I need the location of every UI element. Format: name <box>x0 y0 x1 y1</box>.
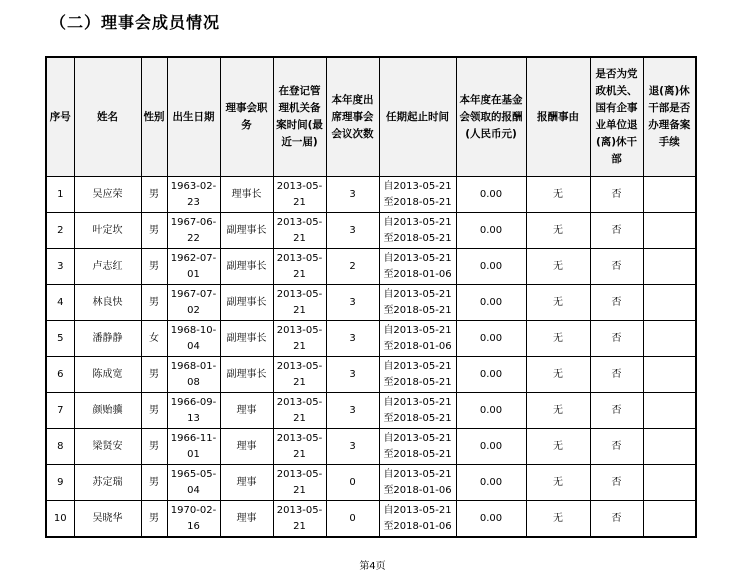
term-end: 至2018-05-21 <box>383 448 452 460</box>
term-period <box>379 357 456 393</box>
remuneration-reason: 无 <box>526 393 590 429</box>
header-pay-reason: 报酬事由 <box>526 57 590 177</box>
remuneration: 0.00 <box>456 177 526 213</box>
table-row <box>46 501 696 538</box>
remuneration-reason: 无 <box>526 249 590 285</box>
header-term: 任期起止时间 <box>379 57 456 177</box>
member-name: 林良快 <box>74 285 141 321</box>
term-start: 自2013-05-21 <box>383 288 452 300</box>
header-no: 序号 <box>46 57 74 177</box>
member-name: 卢志红 <box>74 249 141 285</box>
page-number: 第4页 <box>359 561 386 572</box>
member-gender: 男 <box>141 249 167 285</box>
registration-time: 2013-05-21 <box>273 321 326 357</box>
birth-date: 1968-10-04 <box>167 321 220 357</box>
birth-date: 1968-01-08 <box>167 357 220 393</box>
retired-cadre-flag: 否 <box>590 285 643 321</box>
member-gender: 男 <box>141 285 167 321</box>
retired-cadre-flag: 否 <box>590 393 643 429</box>
term-end: 至2018-01-06 <box>383 340 452 352</box>
term-start: 自2013-05-21 <box>383 324 452 336</box>
remuneration: 0.00 <box>456 249 526 285</box>
row-no: 6 <box>46 357 74 393</box>
header-attendance: 本年度出席理事会会议次数 <box>326 57 379 177</box>
filing-status <box>643 177 696 213</box>
table-row <box>46 285 696 321</box>
table-row <box>46 357 696 393</box>
remuneration: 0.00 <box>456 357 526 393</box>
registration-time: 2013-05-21 <box>273 357 326 393</box>
term-start: 自2013-05-21 <box>383 432 452 444</box>
term-end: 至2018-05-21 <box>383 196 452 208</box>
term-period <box>379 213 456 249</box>
attendance-count: 3 <box>326 285 379 321</box>
header-pay: 本年度在基金会领取的报酬(人民币元) <box>456 57 526 177</box>
row-no: 9 <box>46 465 74 501</box>
filing-status <box>643 285 696 321</box>
header-reg-time: 在登记管理机关备案时间(最近一届) <box>273 57 326 177</box>
term-end: 至2018-05-21 <box>383 376 452 388</box>
remuneration: 0.00 <box>456 321 526 357</box>
board-position: 理事长 <box>220 177 273 213</box>
registration-time: 2013-05-21 <box>273 501 326 538</box>
board-position: 副理事长 <box>220 213 273 249</box>
row-no: 1 <box>46 177 74 213</box>
board-position: 理事 <box>220 501 273 538</box>
board-members-table <box>45 56 697 538</box>
table-row <box>46 393 696 429</box>
term-start: 自2013-05-21 <box>383 360 452 372</box>
term-period <box>379 393 456 429</box>
remuneration: 0.00 <box>456 465 526 501</box>
birth-date: 1963-02-23 <box>167 177 220 213</box>
remuneration: 0.00 <box>456 213 526 249</box>
retired-cadre-flag: 否 <box>590 213 643 249</box>
remuneration: 0.00 <box>456 393 526 429</box>
registration-time: 2013-05-21 <box>273 393 326 429</box>
section-title: （二）理事会成员情况 <box>50 13 221 32</box>
row-no: 10 <box>46 501 74 538</box>
member-gender: 男 <box>141 465 167 501</box>
filing-status <box>643 429 696 465</box>
board-position: 副理事长 <box>220 285 273 321</box>
filing-status <box>643 213 696 249</box>
term-end: 至2018-05-21 <box>383 412 452 424</box>
filing-status <box>643 357 696 393</box>
table-row <box>46 429 696 465</box>
board-position: 理事 <box>220 429 273 465</box>
board-position: 副理事长 <box>220 249 273 285</box>
registration-time: 2013-05-21 <box>273 285 326 321</box>
table-row <box>46 465 696 501</box>
member-name: 吴晓华 <box>74 501 141 538</box>
term-period <box>379 429 456 465</box>
term-period <box>379 249 456 285</box>
attendance-count: 3 <box>326 213 379 249</box>
remuneration-reason: 无 <box>526 357 590 393</box>
retired-cadre-flag: 否 <box>590 429 643 465</box>
term-end: 至2018-01-06 <box>383 520 452 532</box>
term-period <box>379 285 456 321</box>
member-gender: 女 <box>141 321 167 357</box>
term-end: 至2018-01-06 <box>383 268 452 280</box>
header-birth: 出生日期 <box>167 57 220 177</box>
attendance-count: 3 <box>326 357 379 393</box>
header-row <box>46 57 696 177</box>
table-row <box>46 177 696 213</box>
filing-status <box>643 249 696 285</box>
term-start: 自2013-05-21 <box>383 216 452 228</box>
member-gender: 男 <box>141 357 167 393</box>
remuneration-reason: 无 <box>526 321 590 357</box>
member-gender: 男 <box>141 501 167 538</box>
remuneration: 0.00 <box>456 285 526 321</box>
birth-date: 1965-05-04 <box>167 465 220 501</box>
remuneration-reason: 无 <box>526 501 590 538</box>
term-start: 自2013-05-21 <box>383 468 452 480</box>
term-end: 至2018-05-21 <box>383 232 452 244</box>
attendance-count: 3 <box>326 177 379 213</box>
attendance-count: 0 <box>326 501 379 538</box>
board-position: 理事 <box>220 465 273 501</box>
remuneration-reason: 无 <box>526 465 590 501</box>
attendance-count: 3 <box>326 321 379 357</box>
row-no: 4 <box>46 285 74 321</box>
retired-cadre-flag: 否 <box>590 501 643 538</box>
filing-status <box>643 465 696 501</box>
birth-date: 1966-09-13 <box>167 393 220 429</box>
remuneration-reason: 无 <box>526 177 590 213</box>
retired-cadre-flag: 否 <box>590 357 643 393</box>
birth-date: 1966-11-01 <box>167 429 220 465</box>
member-gender: 男 <box>141 213 167 249</box>
term-start: 自2013-05-21 <box>383 180 452 192</box>
retired-cadre-flag: 否 <box>590 177 643 213</box>
table-row <box>46 321 696 357</box>
attendance-count: 2 <box>326 249 379 285</box>
member-name: 陈成宽 <box>74 357 141 393</box>
member-name: 吴应荣 <box>74 177 141 213</box>
member-name: 叶定坎 <box>74 213 141 249</box>
term-period <box>379 321 456 357</box>
registration-time: 2013-05-21 <box>273 249 326 285</box>
row-no: 7 <box>46 393 74 429</box>
birth-date: 1962-07-01 <box>167 249 220 285</box>
term-period <box>379 465 456 501</box>
term-period <box>379 177 456 213</box>
term-start: 自2013-05-21 <box>383 504 452 516</box>
row-no: 5 <box>46 321 74 357</box>
header-filing: 退(离)休干部是否办理备案手续 <box>643 57 696 177</box>
term-end: 至2018-05-21 <box>383 304 452 316</box>
attendance-count: 3 <box>326 393 379 429</box>
retired-cadre-flag: 否 <box>590 321 643 357</box>
registration-time: 2013-05-21 <box>273 213 326 249</box>
row-no: 3 <box>46 249 74 285</box>
birth-date: 1970-02-16 <box>167 501 220 538</box>
remuneration: 0.00 <box>456 429 526 465</box>
attendance-count: 3 <box>326 429 379 465</box>
header-gender: 性别 <box>141 57 167 177</box>
attendance-count: 0 <box>326 465 379 501</box>
remuneration-reason: 无 <box>526 429 590 465</box>
row-no: 8 <box>46 429 74 465</box>
header-name: 姓名 <box>74 57 141 177</box>
birth-date: 1967-06-22 <box>167 213 220 249</box>
filing-status <box>643 321 696 357</box>
birth-date: 1967-07-02 <box>167 285 220 321</box>
header-retired: 是否为党政机关、国有企事业单位退(离)休干部 <box>590 57 643 177</box>
remuneration-reason: 无 <box>526 285 590 321</box>
board-position: 副理事长 <box>220 357 273 393</box>
filing-status <box>643 393 696 429</box>
member-name: 潘静静 <box>74 321 141 357</box>
member-name: 颜贻骥 <box>74 393 141 429</box>
filing-status <box>643 501 696 538</box>
retired-cadre-flag: 否 <box>590 465 643 501</box>
retired-cadre-flag: 否 <box>590 249 643 285</box>
remuneration-reason: 无 <box>526 213 590 249</box>
term-start: 自2013-05-21 <box>383 396 452 408</box>
registration-time: 2013-05-21 <box>273 177 326 213</box>
member-name: 苏定瑞 <box>74 465 141 501</box>
term-start: 自2013-05-21 <box>383 252 452 264</box>
member-gender: 男 <box>141 429 167 465</box>
board-position: 副理事长 <box>220 321 273 357</box>
board-position: 理事 <box>220 393 273 429</box>
member-gender: 男 <box>141 393 167 429</box>
row-no: 2 <box>46 213 74 249</box>
table-row <box>46 249 696 285</box>
table-row <box>46 213 696 249</box>
registration-time: 2013-05-21 <box>273 429 326 465</box>
member-name: 梁贤安 <box>74 429 141 465</box>
term-end: 至2018-01-06 <box>383 484 452 496</box>
remuneration: 0.00 <box>456 501 526 538</box>
registration-time: 2013-05-21 <box>273 465 326 501</box>
term-period <box>379 501 456 538</box>
header-position: 理事会职务 <box>220 57 273 177</box>
member-gender: 男 <box>141 177 167 213</box>
